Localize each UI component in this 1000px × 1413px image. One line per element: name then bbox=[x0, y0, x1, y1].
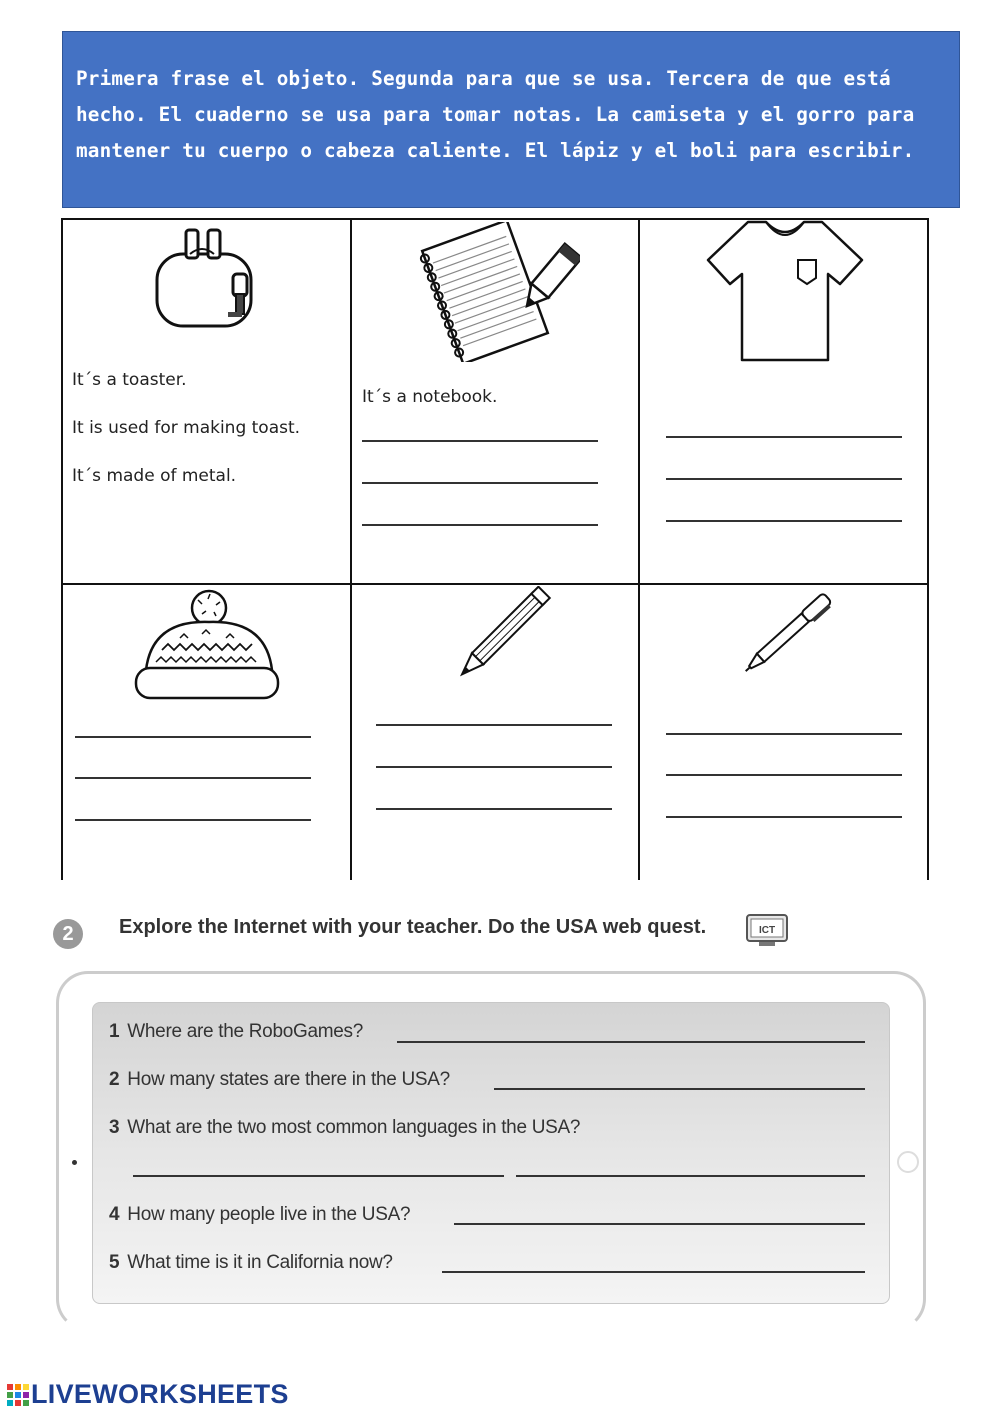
answer-line[interactable] bbox=[666, 774, 902, 776]
instruction-banner bbox=[62, 31, 960, 208]
toaster-sentence-3: It´s made of metal. bbox=[72, 466, 237, 486]
answer-line[interactable] bbox=[397, 1041, 865, 1043]
grid-divider bbox=[638, 218, 640, 880]
answer-line[interactable] bbox=[75, 819, 311, 821]
tablet-camera bbox=[72, 1160, 77, 1165]
pencil-icon bbox=[440, 586, 552, 692]
question-4: 4 How many people live in the USA? bbox=[109, 1204, 411, 1225]
logo-grid-icon bbox=[7, 1384, 29, 1406]
question-1: 1 Where are the RoboGames? bbox=[109, 1021, 363, 1042]
toaster-sentence-1: It´s a toaster. bbox=[72, 370, 187, 390]
exercise-number: 2 bbox=[53, 919, 83, 949]
grid-divider bbox=[350, 218, 352, 880]
answer-line[interactable] bbox=[666, 816, 902, 818]
answer-line[interactable] bbox=[376, 808, 612, 810]
answer-line[interactable] bbox=[666, 733, 902, 735]
answer-line[interactable] bbox=[362, 482, 598, 484]
woolly-hat-icon bbox=[132, 586, 282, 704]
grid-divider bbox=[61, 583, 929, 585]
tablet-home-button bbox=[897, 1151, 919, 1173]
answer-line[interactable] bbox=[75, 736, 311, 738]
answer-line[interactable] bbox=[133, 1175, 504, 1177]
answer-line[interactable] bbox=[516, 1175, 865, 1177]
notebook-sentence-1: It´s a notebook. bbox=[362, 387, 498, 407]
answer-line[interactable] bbox=[666, 478, 902, 480]
answer-line[interactable] bbox=[666, 520, 902, 522]
ict-badge: ICT bbox=[758, 925, 776, 936]
answer-line[interactable] bbox=[75, 777, 311, 779]
liveworksheets-logo[interactable]: LIVEWORKSHEETS bbox=[7, 1379, 289, 1410]
answer-line[interactable] bbox=[666, 436, 902, 438]
answer-line[interactable] bbox=[376, 724, 612, 726]
question-2: 2 How many states are there in the USA? bbox=[109, 1069, 450, 1090]
toaster-sentence-2: It is used for making toast. bbox=[72, 418, 301, 438]
exercise-title: Explore the Internet with your teacher. Do the USA web quest. bbox=[119, 916, 707, 938]
pen-icon bbox=[728, 586, 840, 686]
answer-line[interactable] bbox=[376, 766, 612, 768]
answer-line[interactable] bbox=[362, 440, 598, 442]
question-5: 5 What time is it in California now? bbox=[109, 1252, 393, 1273]
answer-line[interactable] bbox=[454, 1223, 865, 1225]
answer-line[interactable] bbox=[494, 1088, 865, 1090]
notebook-icon bbox=[410, 222, 580, 362]
answer-line[interactable] bbox=[442, 1271, 865, 1273]
instruction-text: Primera frase el objeto. Segunda para que se usa. Tercera de que está hecho. El cuaderno se usa para tomar notas. La camiseta y el gorro para mantener tu cuerpo o cabeza caliente. El lápiz y el boli para escribir. bbox=[76, 67, 915, 162]
tshirt-icon bbox=[700, 218, 870, 364]
question-3: 3 What are the two most common languages in the USA? bbox=[109, 1117, 581, 1138]
ict-computer-icon bbox=[745, 913, 789, 947]
answer-line[interactable] bbox=[362, 524, 598, 526]
toaster-icon bbox=[150, 224, 260, 334]
